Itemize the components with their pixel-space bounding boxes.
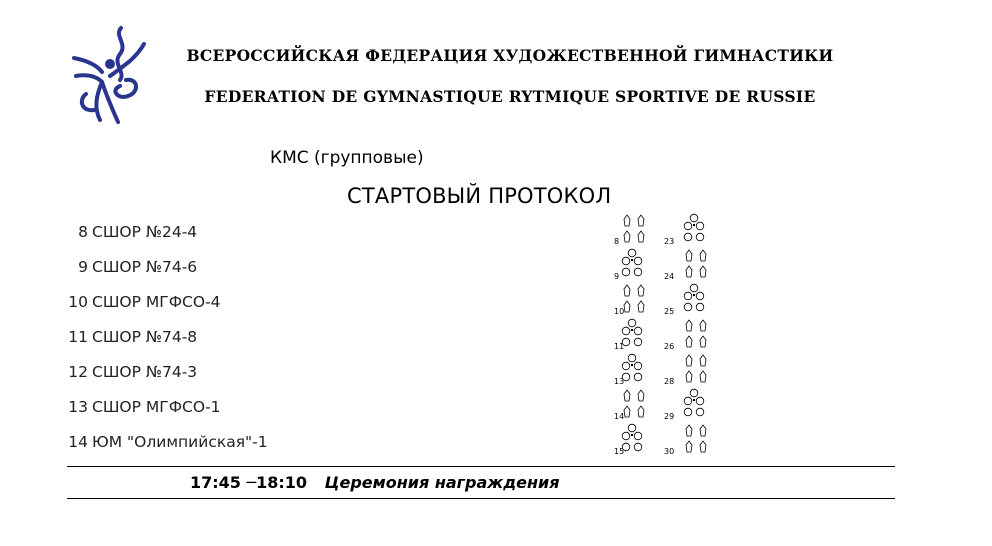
ceremony-row (190, 473, 560, 492)
entry-number: 11 (68, 328, 88, 346)
grid-number-right: 23 (664, 237, 675, 246)
page-title: СТАРТОВЫЙ ПРОТОКОЛ (347, 184, 612, 208)
grid-cell-left (622, 424, 642, 451)
start-list (60, 221, 580, 466)
grid-cell-right (684, 284, 704, 311)
grid-cell-left (624, 215, 644, 242)
grid-cell-right (686, 355, 706, 382)
list-item (60, 326, 580, 361)
list-item (60, 431, 580, 466)
list-item (60, 361, 580, 396)
ceremony-time: 17:45 ─18:10 (190, 473, 308, 492)
grid-cell-right (686, 425, 706, 452)
divider-top (67, 466, 895, 467)
grid-cell-right (686, 250, 706, 277)
grid-cell-left (622, 354, 642, 381)
grid-cell-left (622, 249, 642, 276)
grid-cell-left (624, 285, 644, 312)
entry-number: 9 (78, 258, 88, 276)
list-item (60, 396, 580, 431)
entry-team: СШОР №74-3 (92, 363, 198, 381)
grid-cell-right (684, 389, 704, 416)
entry-number: 12 (68, 363, 88, 381)
grid-number-right: 26 (664, 342, 675, 351)
entry-number: 14 (68, 433, 88, 451)
grid-number-left: 15 (614, 447, 625, 456)
list-item (60, 221, 580, 256)
grid-number-left: 10 (614, 307, 625, 316)
category-title: КМС (групповые) (270, 148, 424, 168)
entry-team: СШОР МГФСО-4 (92, 293, 221, 311)
entry-number: 13 (68, 398, 88, 416)
entry-number: 8 (78, 223, 88, 241)
grid-number-left: 8 (614, 237, 620, 246)
grid-number-right: 28 (664, 377, 675, 386)
grid-cell-right (684, 214, 704, 241)
grid-number-left: 13 (614, 377, 625, 386)
grid-cell-right (686, 320, 706, 347)
federation-name-fr: FEDERATION DE GYMNASTIQUE RYTMIQUE SPORTIVE DE RUSSIE (204, 87, 816, 106)
grid-number-left: 14 (614, 412, 625, 421)
list-item (60, 256, 580, 291)
ceremony-label: Церемония награждения (324, 473, 560, 492)
entry-number: 10 (68, 293, 88, 311)
grid-cell-left (624, 390, 644, 417)
federation-name-ru: ВСЕРОССИЙСКАЯ ФЕДЕРАЦИЯ ХУДОЖЕСТВЕННОЙ ГИМНАСТИКИ (186, 46, 834, 65)
entry-team: СШОР №24-4 (92, 223, 198, 241)
entry-team: СШОР №74-6 (92, 258, 198, 276)
divider-bottom (67, 498, 895, 499)
federation-logo (66, 24, 148, 126)
apparatus-grid (612, 211, 712, 461)
grid-number-left: 9 (614, 272, 620, 281)
grid-number-right: 24 (664, 272, 675, 281)
grid-number-right: 25 (664, 307, 675, 316)
list-item (60, 291, 580, 326)
grid-number-right: 29 (664, 412, 675, 421)
entry-team: СШОР №74-8 (92, 328, 198, 346)
grid-number-left: 11 (614, 342, 625, 351)
grid-number-right: 30 (664, 447, 675, 456)
entry-team: ЮМ "Олимпийская"-1 (92, 433, 268, 451)
grid-cell-left (622, 319, 642, 346)
entry-team: СШОР МГФСО-1 (92, 398, 221, 416)
